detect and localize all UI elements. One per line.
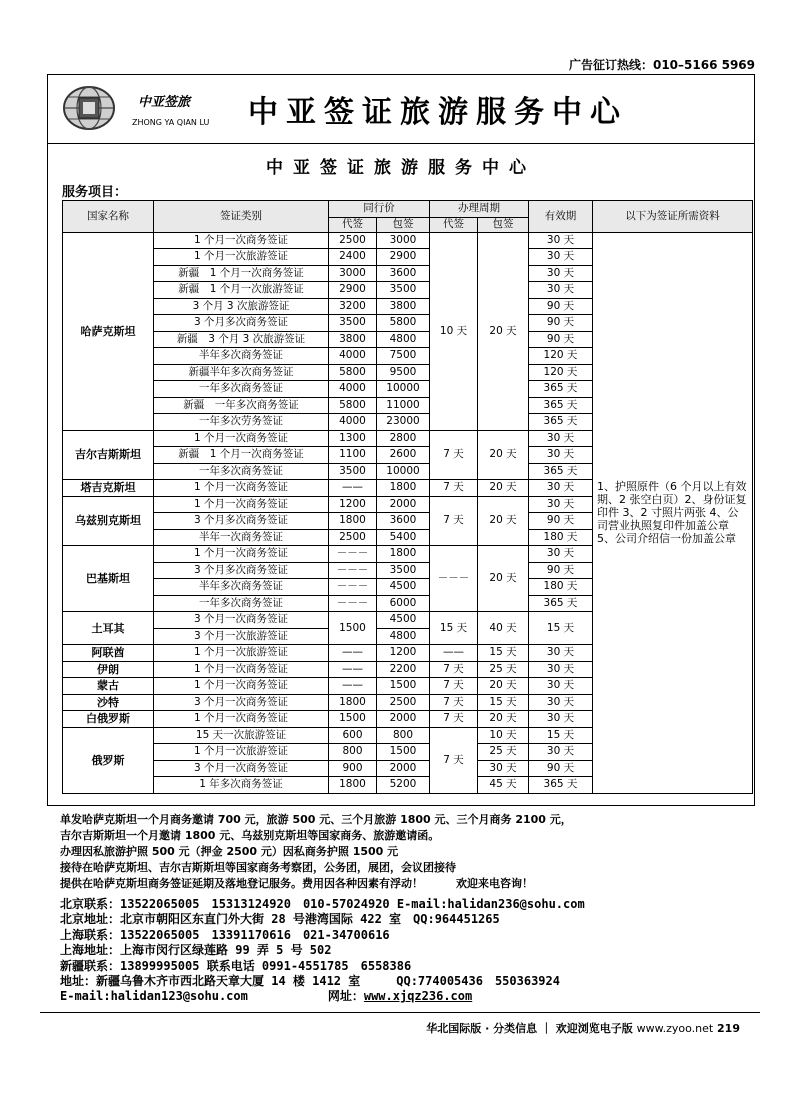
brand-pinyin: ZHONG YA QIAN LU xyxy=(132,118,210,127)
period-visa-cell: 7 天 xyxy=(430,430,478,480)
price-visa-cell: 900 xyxy=(329,760,377,777)
visa-type-cell: 一年多次商务签证 xyxy=(154,595,329,612)
price-package-cell: 9500 xyxy=(377,364,430,381)
validity-cell: 90 天 xyxy=(529,760,593,777)
visa-type-cell: 1 个月一次商务签证 xyxy=(154,496,329,513)
period-package-cell: 20 天 xyxy=(478,430,529,480)
country-cell: 俄罗斯 xyxy=(63,727,154,793)
visa-type-cell: 3 个月一次商务签证 xyxy=(154,612,329,629)
country-cell: 塔吉克斯坦 xyxy=(63,480,154,497)
price-visa-cell: 1500 xyxy=(329,711,377,728)
note-line: 接待在哈萨克斯坦、吉尔吉斯斯坦等国家商务考察团，公务团，展团，会议团接待 xyxy=(60,861,456,874)
validity-cell: 90 天 xyxy=(529,562,593,579)
country-cell: 阿联酋 xyxy=(63,645,154,662)
visa-type-cell: 新疆 3 个月 3 次旅游签证 xyxy=(154,331,329,348)
period-package-cell: 25 天 xyxy=(478,661,529,678)
page-number: 219 xyxy=(717,1022,740,1035)
country-cell: 吉尔吉斯斯坦 xyxy=(63,430,154,480)
table-row xyxy=(63,232,753,249)
price-package-cell: 3800 xyxy=(377,298,430,315)
price-package-cell: 5800 xyxy=(377,315,430,332)
visa-type-cell: 1 个月一次商务签证 xyxy=(154,661,329,678)
price-package-cell: 4500 xyxy=(377,579,430,596)
website-link[interactable]: www.xjqz236.com xyxy=(363,989,473,1004)
price-visa-cell: 3800 xyxy=(329,331,377,348)
service-notes xyxy=(60,812,750,892)
period-package-cell: 20 天 xyxy=(478,546,529,612)
visa-type-cell: 新疆半年多次商务签证 xyxy=(154,364,329,381)
validity-cell: 30 天 xyxy=(529,744,593,761)
visa-type-cell: 新疆 1 个月一次商务签证 xyxy=(154,447,329,464)
validity-cell: 90 天 xyxy=(529,331,593,348)
price-package-cell: 2200 xyxy=(377,661,430,678)
visa-type-cell: 3 个月 3 次旅游签证 xyxy=(154,298,329,315)
price-package-cell: 3500 xyxy=(377,562,430,579)
visa-type-cell: 15 天一次旅游签证 xyxy=(154,727,329,744)
country-cell: 蒙古 xyxy=(63,678,154,695)
price-visa-cell: 3500 xyxy=(329,315,377,332)
contact-block xyxy=(60,897,750,1005)
visa-type-cell: 3 个月一次旅游签证 xyxy=(154,628,329,645)
note-line: 吉尔吉斯斯坦一个月邀请 1800 元、乌兹别克斯坦等国家商务、旅游邀请函。 xyxy=(60,829,440,842)
period-visa-cell: 7 天 xyxy=(430,661,478,678)
price-visa-cell: 4000 xyxy=(329,414,377,431)
visa-type-cell: 1 个月一次商务签证 xyxy=(154,480,329,497)
visa-type-cell: 1 个月一次旅游签证 xyxy=(154,744,329,761)
price-visa-cell: －－－ xyxy=(329,562,377,579)
price-package-cell: 3600 xyxy=(377,265,430,282)
price-visa-cell: 1300 xyxy=(329,430,377,447)
country-cell: 哈萨克斯坦 xyxy=(63,232,154,430)
price-visa-cell: 1800 xyxy=(329,777,377,794)
validity-cell: 90 天 xyxy=(529,513,593,530)
period-visa-cell: 7 天 xyxy=(430,711,478,728)
price-package-cell: 23000 xyxy=(377,414,430,431)
period-visa-cell: —— xyxy=(430,645,478,662)
validity-cell: 365 天 xyxy=(529,595,593,612)
section-title: 中亚签证旅游服务中心 xyxy=(266,158,536,178)
price-visa-cell: －－－ xyxy=(329,579,377,596)
country-cell: 伊朗 xyxy=(63,661,154,678)
price-visa-cell: —— xyxy=(329,480,377,497)
validity-cell: 30 天 xyxy=(529,661,593,678)
visa-type-cell: 1 个月一次旅游签证 xyxy=(154,645,329,662)
period-package-cell: 20 天 xyxy=(478,711,529,728)
price-package-cell: 2600 xyxy=(377,447,430,464)
price-visa-cell: 2500 xyxy=(329,529,377,546)
period-visa-cell: 7 天 xyxy=(430,496,478,546)
price-package-cell: 1200 xyxy=(377,645,430,662)
price-package-cell: 3600 xyxy=(377,513,430,530)
period-visa-cell: 10 天 xyxy=(430,232,478,430)
period-visa-cell: 7 天 xyxy=(430,678,478,695)
price-package-cell: 2800 xyxy=(377,430,430,447)
period-package-cell: 20 天 xyxy=(478,496,529,546)
page-title: 中亚签证旅游服务中心 xyxy=(248,95,628,130)
visa-type-cell: 1 个月一次商务签证 xyxy=(154,678,329,695)
visa-type-cell: 3 个月多次商务签证 xyxy=(154,562,329,579)
period-package-cell: 40 天 xyxy=(478,612,529,645)
services-label: 服务项目： xyxy=(62,185,128,200)
price-package-cell: 3000 xyxy=(377,232,430,249)
visa-type-cell: 一年多次劳务签证 xyxy=(154,414,329,431)
visa-type-cell: 1 年多次商务签证 xyxy=(154,777,329,794)
ad-header xyxy=(48,75,754,144)
price-package-cell: 7500 xyxy=(377,348,430,365)
visa-price-table xyxy=(62,200,753,794)
country-cell: 白俄罗斯 xyxy=(63,711,154,728)
period-visa-cell: 7 天 xyxy=(430,480,478,497)
price-visa-cell: 800 xyxy=(329,744,377,761)
price-package-cell: 5200 xyxy=(377,777,430,794)
note-line: 单发哈萨克斯坦一个月商务邀请 700 元，旅游 500 元、三个月旅游 1800 元、三个月商务 2100 元， xyxy=(60,813,572,826)
period-package-cell: 45 天 xyxy=(478,777,529,794)
contact-line: 新疆联系：13899995005 联系电话 0991-4551785 6558386 xyxy=(60,958,412,973)
contact-line: 北京联系：13522065005 15313124920 010-57024920 E-mail:halidan236@sohu.com xyxy=(60,897,585,911)
validity-cell: 15 天 xyxy=(529,727,593,744)
validity-cell: 30 天 xyxy=(529,430,593,447)
price-visa-cell: —— xyxy=(329,678,377,695)
price-visa-cell: 1800 xyxy=(329,694,377,711)
visa-type-cell: 新疆 1 个月一次商务签证 xyxy=(154,265,329,282)
validity-cell: 120 天 xyxy=(529,364,593,381)
visa-type-cell: 一年多次商务签证 xyxy=(154,381,329,398)
note-line: 办理因私旅游护照 500 元（押金 2500 元）因私商务护照 1500 元 xyxy=(60,845,399,858)
price-visa-cell: 2500 xyxy=(329,232,377,249)
price-visa-cell: －－－ xyxy=(329,546,377,563)
validity-cell: 30 天 xyxy=(529,265,593,282)
period-package-cell: 10 天 xyxy=(478,727,529,744)
price-package-cell: 5400 xyxy=(377,529,430,546)
validity-cell: 365 天 xyxy=(529,777,593,794)
ad-hotline: 广告征订热线：010–5166 5969 xyxy=(568,58,755,72)
col-country: 国家名称 xyxy=(63,201,154,233)
price-package-cell: 1500 xyxy=(377,678,430,695)
price-package-cell: 2500 xyxy=(377,694,430,711)
visa-type-cell: 1 个月一次旅游签证 xyxy=(154,249,329,266)
validity-cell: 120 天 xyxy=(529,348,593,365)
validity-cell: 30 天 xyxy=(529,480,593,497)
brand-name: 中亚签旅 xyxy=(138,95,191,110)
price-visa-cell: 2900 xyxy=(329,282,377,299)
price-package-cell: 800 xyxy=(377,727,430,744)
price-visa-cell: 1500 xyxy=(329,612,377,645)
period-visa-cell: 7 天 xyxy=(430,694,478,711)
price-visa-cell: 2400 xyxy=(329,249,377,266)
footer-divider xyxy=(40,1012,760,1013)
col-period-package: 包签 xyxy=(478,217,529,232)
price-visa-cell: 3500 xyxy=(329,463,377,480)
validity-cell: 365 天 xyxy=(529,414,593,431)
price-package-cell: 6000 xyxy=(377,595,430,612)
validity-cell: 180 天 xyxy=(529,579,593,596)
price-visa-cell: 3000 xyxy=(329,265,377,282)
price-package-cell: 4800 xyxy=(377,628,430,645)
footer-section: 华北国际版 · 分类信息 ｜ 欢迎浏览电子版 xyxy=(426,1022,633,1035)
price-package-cell: 10000 xyxy=(377,463,430,480)
col-price: 同行价 xyxy=(329,201,430,218)
price-package-cell: 4500 xyxy=(377,612,430,629)
price-visa-cell: 3200 xyxy=(329,298,377,315)
validity-cell: 180 天 xyxy=(529,529,593,546)
advert-frame xyxy=(47,74,755,806)
period-package-cell: 20 天 xyxy=(478,678,529,695)
table-body xyxy=(63,232,753,793)
validity-cell: 30 天 xyxy=(529,678,593,695)
price-package-cell: 1800 xyxy=(377,480,430,497)
validity-cell: 30 天 xyxy=(529,645,593,662)
period-visa-cell: －－－ xyxy=(430,546,478,612)
footer-site-link[interactable]: www.zyoo.net xyxy=(636,1022,714,1035)
period-visa-cell: 15 天 xyxy=(430,612,478,645)
visa-type-cell: 3 个月一次商务签证 xyxy=(154,694,329,711)
price-package-cell: 2900 xyxy=(377,249,430,266)
validity-cell: 30 天 xyxy=(529,249,593,266)
price-visa-cell: 5800 xyxy=(329,364,377,381)
validity-cell: 30 天 xyxy=(529,546,593,563)
contact-line: 上海地址：上海市闵行区绿莲路 99 弄 5 号 502 xyxy=(60,943,332,958)
note-line: 提供在哈萨克斯坦商务签证延期及落地登记服务。费用因各种因素有浮动！ 欢迎来电咨询！ xyxy=(60,877,533,890)
col-price-visa: 代签 xyxy=(329,217,377,232)
visa-type-cell: 1 个月一次商务签证 xyxy=(154,711,329,728)
period-package-cell: 15 天 xyxy=(478,694,529,711)
visa-type-cell: 1 个月一次商务签证 xyxy=(154,546,329,563)
period-package-cell: 20 天 xyxy=(478,232,529,430)
period-package-cell: 20 天 xyxy=(478,480,529,497)
price-package-cell: 3500 xyxy=(377,282,430,299)
visa-type-cell: 1 个月一次商务签证 xyxy=(154,430,329,447)
price-visa-cell: —— xyxy=(329,645,377,662)
page-footer xyxy=(0,1020,740,1036)
contact-line: 上海联系：13522065005 13391170616 021-34700616 xyxy=(60,927,390,942)
validity-cell: 90 天 xyxy=(529,315,593,332)
contact-web-line xyxy=(60,989,750,1004)
price-package-cell: 11000 xyxy=(377,397,430,414)
visa-type-cell: 新疆 1 个月一次旅游签证 xyxy=(154,282,329,299)
validity-cell: 365 天 xyxy=(529,397,593,414)
validity-cell: 90 天 xyxy=(529,298,593,315)
country-cell: 巴基斯坦 xyxy=(63,546,154,612)
price-package-cell: 2000 xyxy=(377,496,430,513)
country-cell: 土耳其 xyxy=(63,612,154,645)
requirements-cell: 1、护照原件（6 个月以上有效期、2 张空白页）2、身份证复印件 3、2 寸照片两张 4、公司营业执照复印件加盖公章 5、公司介绍信一份加盖公章 xyxy=(593,232,753,793)
period-package-cell: 15 天 xyxy=(478,645,529,662)
validity-cell: 365 天 xyxy=(529,381,593,398)
validity-cell: 30 天 xyxy=(529,447,593,464)
price-visa-cell: 4000 xyxy=(329,348,377,365)
col-visa-type: 签证类别 xyxy=(154,201,329,233)
validity-cell: 30 天 xyxy=(529,694,593,711)
visa-type-cell: 3 个月多次商务签证 xyxy=(154,315,329,332)
col-price-package: 包签 xyxy=(377,217,430,232)
price-visa-cell: 1200 xyxy=(329,496,377,513)
contact-line: 地址：新疆乌鲁木齐市西北路天章大厦 14 楼 1412 室 QQ:774005436 550363924 xyxy=(60,974,560,989)
country-cell: 乌兹别克斯坦 xyxy=(63,496,154,546)
validity-cell: 30 天 xyxy=(529,282,593,299)
price-visa-cell: 600 xyxy=(329,727,377,744)
price-visa-cell: 1100 xyxy=(329,447,377,464)
price-package-cell: 2000 xyxy=(377,760,430,777)
validity-cell: 30 天 xyxy=(529,232,593,249)
validity-cell: 365 天 xyxy=(529,463,593,480)
price-package-cell: 4800 xyxy=(377,331,430,348)
price-visa-cell: －－－ xyxy=(329,595,377,612)
col-period: 办理周期 xyxy=(430,201,529,218)
validity-cell: 15 天 xyxy=(529,612,593,645)
price-visa-cell: —— xyxy=(329,661,377,678)
price-package-cell: 2000 xyxy=(377,711,430,728)
visa-type-cell: 半年多次商务签证 xyxy=(154,579,329,596)
validity-cell: 30 天 xyxy=(529,711,593,728)
website-label: 网址： xyxy=(327,989,364,1004)
visa-type-cell: 3 个月多次商务签证 xyxy=(154,513,329,530)
period-package-cell: 25 天 xyxy=(478,744,529,761)
price-visa-cell: 5800 xyxy=(329,397,377,414)
contact-line: 北京地址：北京市朝阳区东直门外大街 28 号港湾国际 422 室 QQ:964451265 xyxy=(60,912,500,927)
price-package-cell: 1500 xyxy=(377,744,430,761)
visa-type-cell: 新疆 一年多次商务签证 xyxy=(154,397,329,414)
visa-type-cell: 半年多次商务签证 xyxy=(154,348,329,365)
email-link[interactable]: E-mail:halidan123@sohu.com xyxy=(60,989,248,1004)
col-period-visa: 代签 xyxy=(430,217,478,232)
period-package-cell: 30 天 xyxy=(478,760,529,777)
period-visa-cell: 7 天 xyxy=(430,727,478,793)
globe-logo-icon xyxy=(62,85,116,131)
col-validity: 有效期 xyxy=(529,201,593,233)
col-requirements: 以下为签证所需资料 xyxy=(593,201,753,233)
validity-cell: 30 天 xyxy=(529,496,593,513)
price-package-cell: 10000 xyxy=(377,381,430,398)
visa-type-cell: 半年一次商务签证 xyxy=(154,529,329,546)
visa-type-cell: 3 个月一次商务签证 xyxy=(154,760,329,777)
visa-type-cell: 一年多次商务签证 xyxy=(154,463,329,480)
country-cell: 沙特 xyxy=(63,694,154,711)
price-package-cell: 1800 xyxy=(377,546,430,563)
visa-type-cell: 1 个月一次商务签证 xyxy=(154,232,329,249)
price-visa-cell: 4000 xyxy=(329,381,377,398)
price-visa-cell: 1800 xyxy=(329,513,377,530)
